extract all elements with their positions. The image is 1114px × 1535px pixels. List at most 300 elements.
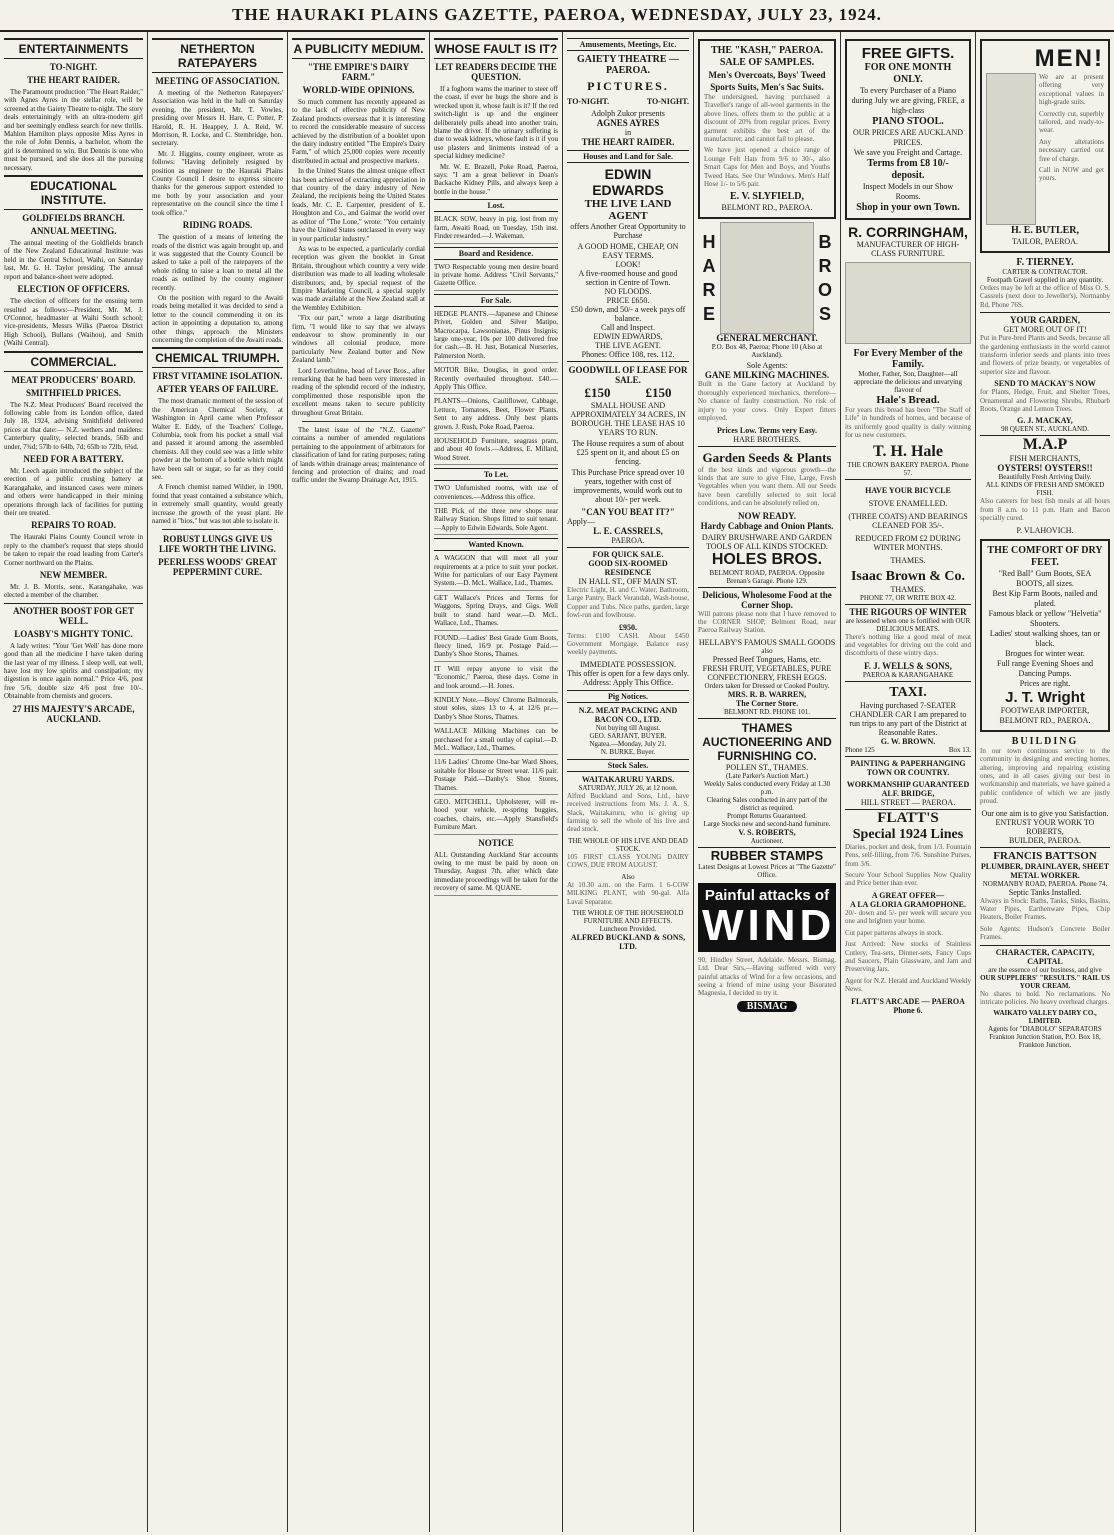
whole: THE WHOLE OF HIS LIVE AND DEAD STOCK. bbox=[568, 836, 688, 853]
article-text: If a foghorn warns the mariner to steer off the coast, if ever he hugs the shore and is wrecked upon it, whose fault is it? If the red switch-light is up and the engineer deliberately pulls ahead into another train, blame the driver. If the urinary suffering is due to weak kidneys, whose fault is it if you use plasters and liniments instead of a special kidney medicine? bbox=[434, 85, 558, 161]
subheading: MEAT PRODUCERS' BOARD. bbox=[11, 374, 136, 385]
purchase: This Purchase Price spread over 10 years, together with cost of improvements, would work out to about 10/- per week. bbox=[571, 468, 685, 504]
hales-text: For years this bread has been "The Staff of Life" in hundreds of homes, and because of its uniformly good quality is daily winning for us new customers. bbox=[845, 406, 971, 440]
mother: Mother, Father, Son, Daughter—all appreciate the delicious and unvarying flavour of bbox=[853, 370, 963, 394]
beautifully: Beautifully Fresh Arriving Daily. bbox=[998, 473, 1092, 482]
diabolo: Agents for "DIABOLO" SEPARATORS bbox=[988, 1025, 1102, 1034]
page-columns bbox=[0, 32, 1114, 1532]
subheading: NEED FOR A BATTERY. bbox=[23, 453, 124, 464]
cut-patterns: Cut paper patterns always in stock. bbox=[845, 928, 943, 937]
every-member: For Every Member of the Family. bbox=[853, 348, 963, 370]
address: 27 HIS MAJESTY'S ARCADE, AUCKLAND. bbox=[12, 703, 135, 724]
subheading: LOASBY'S MIGHTY TONIC. bbox=[14, 628, 133, 639]
section-board: Board and Residence. bbox=[434, 247, 558, 260]
results: OUR SUPPLIERS' "RESULTS." RAIL US YOUR CREAM. bbox=[980, 973, 1110, 990]
article-text: So much comment has recently appeared as to the lack of effective publicity of New Zealand products overseas that it is interesting to record the considerable measure of success achieved by the distribution of a booklet upon the dairy industry entitled "The Empire's Dairy Farm," of which 25,000 copies were recently distributed in actual and prospective markets. bbox=[292, 98, 425, 165]
agent-herald: Agent for N.Z. Herald and Auckland Weekly News. bbox=[845, 976, 971, 994]
gane: GANE MILKING MACHINES. bbox=[704, 370, 830, 381]
flatts: FLATT'S bbox=[877, 809, 939, 826]
article-text: The most dramatic moment of the session of the American Chemical Society, at Washington in April came when Professor Walter E. Eddy, of the Teachers' College, Columbia, took from his pocket a small vial and passed it around among the assembled chemists. All they could see was a little white powder at the bottom of a bottle which might have been salt or sugar, so far as they could see. bbox=[152, 397, 283, 482]
bismag-logo: BISMAG bbox=[737, 1001, 797, 1012]
wind-text: 90, Hindley Street, Adelaide. Messrs. Bismag, Ltd. Dear Sirs,—Having suffered with very painful attacks of Wind for a few occasions, and seeing a friend of mine using your Bisurated Magnesia, I decided to try it. bbox=[698, 955, 836, 998]
footpath: Footpath Gravel supplied in any quantity. bbox=[986, 276, 1104, 284]
article-text: The election of officers for the ensuing term resulted as follows:—President, Mr. M. J. O'Connor, headmaster at Waihi South school; vice-presidents, Messrs Wilks (Paeroa District High School), Bullans (Waihou), and Smith (Waihi Central). bbox=[4, 297, 143, 348]
cant-beat: "CAN YOU BEAT IT?" bbox=[581, 507, 675, 517]
whole2: THE WHOLE OF THE HOUSEHOLD FURNITURE AND EFFECTS. bbox=[572, 908, 684, 925]
tonight-right: TO-NIGHT. bbox=[646, 97, 689, 106]
entrust: ENTRUST YOUR WORK TO ROBERTS, bbox=[995, 817, 1095, 836]
hales-bread: Hale's Bread. bbox=[876, 394, 940, 406]
free-gifts-ad bbox=[845, 39, 971, 220]
call: Call in NOW and get yours. bbox=[1039, 166, 1104, 183]
five-roomed: A five-roomed house and good section in Centre of Town. bbox=[578, 269, 678, 287]
phone-6: Phone 6. bbox=[893, 1005, 923, 1015]
thames-auction: THAMES AUCTIONEERING AND FURNISHING CO. bbox=[702, 720, 832, 763]
inspect: Inspect Models in our Show Rooms. bbox=[862, 182, 954, 201]
mackay: G. J. MACKAY, bbox=[1017, 416, 1073, 426]
corner-store: The Corner Store. bbox=[735, 698, 799, 708]
prices-low: Prices Low. Terms very Easy. bbox=[717, 425, 817, 435]
small-house: SMALL HOUSE AND APPROXIMATELY 34 ACRES, IN BOROUGH. THE LEASE HAS 10 YEARS TO RUN. bbox=[570, 401, 686, 437]
terms-100: Terms: £100 CASH. About £450 Government Mortgage. Balance easy weekly payments. bbox=[567, 631, 689, 657]
vlahovich: P. VLAHOVICH. bbox=[1016, 525, 1074, 535]
article-text: "Fix our part," wrote a large distributing firm, "I would like to say that we always endeavour to show prominently in our windows all colonial produce, more particularly New Zealand butter and New Zealand lamb." bbox=[292, 314, 425, 365]
tailor: TAILOR, PAEROA. bbox=[1012, 237, 1078, 246]
house-req: The House requires a sum of about £25 spent on it, and about £5 on fencing. bbox=[572, 439, 684, 466]
price: PRICE £650. bbox=[606, 296, 650, 305]
masthead: THE HAURAKI PLAINS GAZETTE, PAEROA, WEDNESDAY, JULY 23, 1924. bbox=[0, 0, 1114, 32]
family-illustration bbox=[845, 262, 971, 344]
frankton: Frankton Junction Station, P.O. Box 18, Frankton Junction. bbox=[989, 1033, 1101, 1050]
slyfield: E. V. SLYFIELD, bbox=[729, 191, 805, 203]
belmont-phone: BELMONT RD. PHONE 101. bbox=[698, 708, 836, 719]
clearing: Clearing Sales conducted in any part of the district as required. bbox=[706, 795, 828, 812]
rigours-text-2: There's nothing like a good meal of meat and vegetables for driving out the cold and discomforts of these wintry days. bbox=[845, 632, 971, 658]
phones: Phones: Office 108, res. 112. bbox=[567, 350, 689, 362]
p950: £950. bbox=[619, 622, 637, 632]
no-floods: NO FLOODS. bbox=[604, 287, 652, 296]
classified-ad: TWO Unfurnished rooms, with use of conveniences.—Address this office. bbox=[434, 484, 558, 504]
septic: Septic Tanks Installed. bbox=[1008, 887, 1082, 897]
belmont: BELMONT RD., PAEROA. bbox=[721, 203, 813, 213]
rigours-text: are lessened when one is fortified with OUR DELICIOUS MEATS. bbox=[845, 616, 971, 633]
classified-ad: BLACK SOW, heavy in pig, lost from my farm, Awaiti Road, on Tuesday, 15th inst. Finder rewarded.—J. Wakeman. bbox=[434, 215, 558, 243]
phone-125: Phone 125 bbox=[845, 745, 875, 754]
men-title: MEN! bbox=[1034, 45, 1104, 72]
in: in bbox=[624, 128, 632, 137]
shop-town: Shop in your own Town. bbox=[856, 202, 960, 213]
garden-text: Put in Pure-bred Plants and Seeds, because all the gardening enthusiasts in the world cannot transform inferior seeds and plants into trees and flowers of prize beauty, or vegetables of superior size and flavour. bbox=[980, 334, 1110, 376]
hall-st: IN HALL ST., OFF MAIN ST. bbox=[578, 577, 678, 586]
caterers: Also caterers for best fish meals at all hours from 8 a.m. to 11 p.m. Ham and Bacon specially cured. bbox=[980, 497, 1110, 523]
your-garden: YOUR GARDEN, bbox=[980, 312, 1110, 325]
taxi-text: Having purchased 7-SEATER CHANDLER CAR I am prepared to run trips to any part of the District at Reasonable Rates. bbox=[849, 700, 967, 737]
queen-st: 98 QUEEN ST., AUCKLAND. bbox=[980, 425, 1110, 436]
subheading: TO-NIGHT. bbox=[49, 62, 98, 72]
immediate: IMMEDIATE POSSESSION. bbox=[579, 659, 676, 669]
send-text: for Plants, Hedge, Fruit, and Shelter Trees, Ornamental and Flowering Shrubs, Rhubarb Roots, Orange and Lemon Trees. bbox=[980, 388, 1110, 414]
correct: Correctly cut, superbly tailored, and ready-to-wear. bbox=[1039, 109, 1104, 135]
subheading: LET READERS DECIDE THE QUESTION. bbox=[435, 62, 557, 82]
comfort-ad bbox=[980, 539, 1110, 732]
builder: BUILDER, PAEROA. bbox=[980, 836, 1110, 848]
hardy: Hardy Cabbage and Onion Plants. bbox=[700, 520, 834, 531]
secure: Secure Your School Supplies Now Quality and Price better than ever. bbox=[845, 871, 971, 888]
section-for-sale: For Sale. bbox=[434, 294, 558, 307]
man-illustration bbox=[986, 73, 1036, 225]
parker: (Late Parker's Auction Mart.) bbox=[725, 771, 809, 780]
article-text: The Hauraki Plains County Council wrote in reply to the chamber's request that steps should be taken to repair the road leading from Carter's Corner northward on the Plains. bbox=[4, 533, 143, 567]
rabbits-illustration bbox=[720, 222, 814, 334]
section-wanted: Wanted Known. bbox=[434, 538, 558, 551]
subheading: SMITHFIELD PRICES. bbox=[25, 387, 122, 398]
buckland: ALFRED BUCKLAND & SONS, LTD. bbox=[570, 932, 686, 951]
section-stock: Stock Sales. bbox=[567, 759, 689, 772]
article-text: Mr. W. E. Brazell, Poke Road, Paeroa, says: "I am a great believer in Doan's Backache Kidney Pills, and always keep a bottle in the house." bbox=[434, 162, 558, 196]
manufacturer: MANUFACTURER OF HIGH-CLASS FURNITURE. bbox=[856, 240, 960, 258]
oysters: OYSTERS! OYSTERS!! bbox=[997, 463, 1093, 474]
kash-ad bbox=[698, 39, 836, 219]
classified-ad: HOUSEHOLD Furniture, seagrass pram, and about 40 fowls.—Address, E. Millard, Wood Street. bbox=[434, 437, 558, 465]
article-text: Mr. Leech again introduced the subject of the erection of a public crushing battery at Karangahake, and instanced cases were miners and others were handicapped in their mining operations through lack of facilities for putting their ore treated. bbox=[4, 466, 143, 517]
classified-ad: MOTOR Bike, Douglas, in good order. Recently overhauled throughout. £40.—Apply This Office. bbox=[434, 366, 558, 394]
classified-ad: GEO. MITCHELL, Upholsterer, will re-hood your vehicle, re-spring buggies, coaches, chairs, etc.—Apply Stansfield's Furniture Mart. bbox=[434, 798, 558, 835]
one-month: FOR ONE MONTH ONLY. bbox=[864, 62, 952, 85]
classified-ad: 11/6 Ladies' Chrome One-bar Ward Shoes, suitable for House or Street wear. 11/6 pair. Postage Paid.—Danby's Shoe Stores, Thames. bbox=[434, 758, 558, 795]
article-text: Mr. J. Higgins, county engineer, wrote as follows: "Having definitely resigned by position as engineer to the Hauraki Plains County Council I desire to express sincere thanks for the generous support extended to me both by your association and your representative on the council since the time I took office." bbox=[152, 149, 283, 217]
fj-addr: PAEROA & KARANGAHAKE bbox=[845, 671, 971, 682]
isaac-thames: THAMES. bbox=[890, 584, 926, 594]
zukor: Adolph Zukor presents bbox=[591, 109, 665, 118]
good-home: A GOOD HOME, CHEAP, ON EASY TERMS. bbox=[577, 242, 679, 260]
section-to-let: To Let. bbox=[434, 468, 558, 481]
delicious: Delicious, Wholesome Food at the Corner Shop. bbox=[702, 589, 832, 610]
send-mackay: SEND TO MACKAY'S NOW bbox=[994, 379, 1096, 389]
heart-raider: THE HEART RAIDER. bbox=[581, 137, 675, 147]
article-text: As was to be expected, a particularly cordial reception was given the booklet in Great Britain, throughout which country a very wide distribution was made to all leading wholesale distributors, and, by special request of the Empire Marketing Council, a special supply was made available at the New Zealand stall at the Wembley Exhibition. bbox=[292, 244, 425, 312]
roberts: V. S. ROBERTS, bbox=[738, 827, 796, 837]
comfort: THE COMFORT OF DRY FEET. bbox=[987, 544, 1103, 568]
right: Prices are right. bbox=[1019, 678, 1071, 688]
goodwill: GOODWILL OF LEASE FOR SALE. bbox=[568, 365, 688, 385]
bicycle: HAVE YOUR BICYCLE bbox=[865, 485, 951, 495]
wind-word: WIND bbox=[702, 900, 836, 950]
hare-bros-logo bbox=[698, 223, 836, 333]
dairy: DAIRY BRUSHWARE AND GARDEN TOOLS OF ALL KINDS STOCKED. bbox=[701, 532, 833, 551]
article-text: A French chemist named Wildier, in 1900, found that yeast contained a substance which, in extremely small quantity, would greatly increase the growth of the yeast plant. He named it "bios," but was not able to isolate it. bbox=[152, 483, 283, 526]
pressed: Pressed Beef Tongues, Hams, etc. bbox=[712, 654, 822, 664]
po-box: P.O. Box 48, Paeroa; Phone 10 (Also at Auckland). bbox=[711, 343, 823, 360]
carter: CARTER & CONTRACTOR. bbox=[1002, 268, 1088, 276]
offer: This offer is open for a few days only. bbox=[567, 668, 689, 678]
hellaby: HELLABY'S FAMOUS SMALL GOODS bbox=[698, 637, 836, 647]
battson: FRANCIS BATTSON bbox=[993, 849, 1097, 862]
gw-brown: G. W. BROWN. bbox=[880, 736, 936, 746]
general-merchant: GENERAL MERCHANT. bbox=[716, 333, 818, 344]
essence: are the essence of our business, and give bbox=[988, 965, 1102, 974]
terms: Terms from £8 10/- deposit. bbox=[867, 158, 949, 181]
full-range: Full range Evening Shoes and Dancing Pumps. bbox=[997, 658, 1093, 678]
article-text: The Paramount production "The Heart Raider," with Agnes Ayres in the stellar role, will be screened at the Gaiety Theatre to-night. The story deals entertainingly with an ultra-modern girl and her seemingly endless search for new thrills. Mahlon Hamilton plays opposite Miss Ayres in the role of John Dennis, a bachelor, whom the girl is determined to win. But Dennis is one who must be pursued, and she does all the pursuing necessary. bbox=[4, 88, 143, 172]
butler: H. E. BUTLER, bbox=[1010, 225, 1080, 236]
subheading: ELECTION OF OFFICERS. bbox=[17, 284, 130, 295]
article-text: In the United States the almost unique effect has been achieved of extracting appreciation in that country of the dairy industry of New Zealand, the recipients being the United States leads, Mr. C. E. Carpenter, president of E. Houghton and Co., and Gaimar the world over as editor of "The Lone," wrote: "You certainly have the United States outclassed in every way in your particular industry." bbox=[292, 167, 425, 243]
brogues: Brogues for winter wear. bbox=[1005, 648, 1085, 658]
great-offer: A GREAT OFFER— bbox=[871, 890, 945, 900]
column-4 bbox=[430, 32, 563, 1532]
also: also bbox=[761, 646, 773, 655]
gloria-text: 20/- down and 5/- per week will secure you one and brighten your home. bbox=[845, 908, 971, 926]
waikato: WAIKATO VALLEY DAIRY CO., LIMITED. bbox=[993, 1009, 1097, 1026]
alf-bridge: ALF. BRIDGE, bbox=[881, 788, 935, 798]
thames: THAMES. bbox=[890, 555, 926, 565]
subheading: MEETING OF ASSOCIATION. bbox=[155, 76, 280, 86]
cassrels: L. E. CASSRELS, bbox=[593, 526, 663, 536]
get-more: GET MORE OUT OF IT! bbox=[1003, 325, 1087, 335]
subheading: THE HEART RAIDER. bbox=[27, 75, 120, 85]
men-ad bbox=[980, 39, 1110, 253]
classified-ad: ALL Outstanding Auckland Star accounts owing to me must be paid by noon on Thursday, August 7th, after which date immediate proceedings will be taken for the recovery of same. M. QUANE. bbox=[434, 851, 558, 896]
live-agent: THE LIVE LAND AGENT bbox=[584, 198, 672, 222]
classified-ad: KINDLY Note.—Boys' Chrome Balmorals, stout soles, sizes 13 to 4, at 12/6 pr.—Danby's Shoe Stores, Thames. bbox=[434, 696, 558, 724]
price-right: £150 bbox=[645, 385, 672, 400]
holes-addr: BELMONT ROAD, PAEROA. Opposite Brenan's Garage. Phone 129. bbox=[698, 569, 836, 588]
address: Address: Apply This Office. bbox=[582, 677, 674, 687]
fish-merchants: FISH MERCHANTS, bbox=[1009, 454, 1081, 464]
latest: Latest Designs at Lowest Prices at "The Gazette" Office. bbox=[698, 862, 836, 879]
article-text: Mr. J. B. Morris, senr., Karangahake, was elected a member of the chamber. bbox=[4, 583, 143, 600]
save-freight: We save you Freight and Cartage. bbox=[853, 148, 963, 157]
stove: STOVE ENAMELLED. bbox=[868, 498, 948, 508]
column-3 bbox=[288, 32, 430, 1532]
classified-ad: GET Wallace's Prices and Terms for Waggons, Spring Drays, and Gigs. Well built to stand hard wear.—D. McL. Wallace, Ltd., Thames. bbox=[434, 594, 558, 631]
heading-entertainments: ENTERTAINMENTS bbox=[4, 38, 143, 59]
reduced: REDUCED FROM £2 DURING WINTER MONTHS. bbox=[855, 533, 961, 552]
holes-bros: HOLES BROS. bbox=[711, 550, 823, 568]
wright: J. T. Wright bbox=[1005, 688, 1085, 706]
heading-publicity: A PUBLICITY MEDIUM. bbox=[292, 38, 425, 59]
edwin-edwards: EDWIN EDWARDS bbox=[592, 166, 664, 198]
ladies: Ladies' stout walking shoes, tan or black. bbox=[989, 628, 1101, 648]
article-text: A meeting of the Netherton Ratepayers' Association was held in the hall on Saturday evening, the president, Mr. T. Vowles, presiding over Messrs H. Hare, C. Potter, P. Harold, R. H. Heappey, J. A. Reid, W. Morrison, R. Locke, and C. Stembridge, hon. secretary. bbox=[152, 89, 283, 148]
waitakaruru: WAITAKARURU YARDS. bbox=[581, 774, 675, 784]
subheading: FIRST VITAMINE ISOLATION. bbox=[152, 371, 283, 382]
ngatea: Ngatea.—Monday, July 21. bbox=[589, 739, 667, 748]
kash-text: The undersigned, having purchased a Traveller's range of all-wool garments in the above lines, offers them to the public at a discount of 20% from regular prices. Every garment exhibits the best art of the manufacturer, and cannot fail to please. bbox=[704, 93, 830, 144]
prompt: Prompt Returns Guaranteed. bbox=[727, 811, 807, 820]
crown-bakery: THE CROWN BAKERY PAEROA. Phone 57. bbox=[845, 461, 971, 480]
section-amusements: Amusements, Meetings, Etc. bbox=[567, 38, 689, 51]
subheading: GOLDFIELDS BRANCH. bbox=[22, 213, 125, 224]
tierney: F. TIERNEY. bbox=[1016, 257, 1074, 268]
call: Call and Inspect. bbox=[601, 323, 655, 332]
subheading: RIDING ROADS. bbox=[182, 220, 253, 231]
not-buying: Not buying till August. bbox=[595, 723, 661, 732]
plumber: PLUMBER, DRAINLAYER, SHEET METAL WORKER. bbox=[980, 861, 1110, 880]
building-text: In our town continuous service to the community in designing and erecting homes, altering, improving and repairing existing ones, and in all cases giving our best in workmanship and materials, we have gained a public confidence of which we are justly proud. bbox=[980, 746, 1110, 806]
quick-sale: FOR QUICK SALE. bbox=[592, 550, 664, 559]
six-roomed: GOOD SIX-ROOMED RESIDENCE bbox=[588, 559, 668, 577]
always-stock: Always in Stock: Baths, Tanks, Sinks, Basins, Water Pipes, Earthenware Pipes, Chip Heaters, Boiler Frames. bbox=[980, 896, 1110, 922]
delicious-text: Will patrons please note that I have removed to the CORNER SHOP, Belmont Road, near Paeroa Railway Station. bbox=[698, 609, 836, 635]
rubber-stamps: RUBBER STAMPS bbox=[710, 847, 824, 863]
free-gifts: FREE GIFTS. bbox=[861, 45, 955, 62]
sole-agents: Sole Agents: Hudson's Concrete Boiler Frames. bbox=[980, 924, 1110, 942]
subheading: REPAIRS TO ROAD. bbox=[31, 520, 116, 531]
also: Also bbox=[621, 872, 635, 881]
phone-77: PHONE 77, OR WRITE BOX 42. bbox=[845, 594, 971, 605]
character: CHARACTER, CAPACITY, CAPITAL bbox=[980, 945, 1110, 966]
men-text: We are at present offering very exceptional values in high-grade suits. bbox=[1039, 73, 1104, 107]
section-houses: Houses and Land for Sale. bbox=[567, 150, 689, 163]
wind-ad bbox=[698, 883, 836, 952]
gane-text: Built in the Gane factory at Auckland by thoroughly experienced mechanics, therefore—No chance of faulty construction. No risk of injury to your cows. Only Expert fitters employed. bbox=[698, 380, 836, 423]
orders: Orders taken for Dressed or Cooked Poultry. bbox=[704, 681, 830, 690]
saturday: SATURDAY, JULY 26, at 12 noon. bbox=[578, 783, 678, 792]
map: M.A.P bbox=[1022, 436, 1068, 454]
column-7 bbox=[841, 32, 976, 1532]
heading-netherton: NETHERTON RATEPAYERS bbox=[152, 38, 283, 73]
auctioneer: Auctioneer. bbox=[698, 837, 836, 848]
fj-wells: F. J. WELLS & SONS, bbox=[864, 660, 952, 671]
special-lines: Special 1924 Lines bbox=[852, 826, 964, 842]
subheading: ANOTHER BOOST FOR GET WELL. bbox=[4, 603, 143, 626]
just-arrived: Just Arrived: New stocks of Stainless Cutlery, Tea-sets, Dinner-sets, Fancy Cups and Saucers, Plain Glassware, and Jam and Preserving Jars. bbox=[845, 940, 971, 974]
alter: Any alterations necessary carried out free of charge. bbox=[1039, 137, 1104, 163]
sale-samples: SALE OF SAMPLES. bbox=[719, 57, 815, 68]
men-overcoats: Men's Overcoats, Boys' Tweed Sports Suits, Men's Sac Suits. bbox=[708, 70, 826, 92]
notice-heading: NOTICE bbox=[478, 837, 514, 848]
heading-educational: EDUCATIONAL INSTITUTE. bbox=[4, 175, 143, 210]
column-5 bbox=[563, 32, 694, 1532]
corringham: R. CORRINGHAM, bbox=[848, 224, 968, 240]
sarjant: GEO. SARJANT, BUYER. bbox=[589, 731, 667, 740]
paeroa: PAEROA. bbox=[567, 536, 689, 548]
kash-title: THE "KASH," PAEROA. bbox=[710, 45, 824, 56]
apply: Apply— bbox=[567, 517, 595, 526]
gaiety-title: GAIETY THEATRE — PAEROA. bbox=[576, 54, 680, 76]
tonight-left: TO-NIGHT. bbox=[567, 97, 610, 106]
building: BUILDING bbox=[1011, 735, 1079, 747]
verse: PEERLESS WOODS' GREAT PEPPERMINT CURE. bbox=[158, 557, 277, 578]
footwear: FOOTWEAR IMPORTER, BELMONT RD., PAEROA. bbox=[999, 705, 1091, 725]
bros-letters: BROS bbox=[818, 232, 833, 325]
workmanship: WORKMANSHIP GUARANTEED bbox=[846, 779, 970, 789]
article-text: The annual meeting of the Goldfields branch of the New Zealand Educational Institute was held in the Central School, Waihi, on Saturday last, Mr. G. H. Taylor presiding. The annual report and balance-sheet were adopted. bbox=[4, 239, 143, 281]
hare-letters: HARE bbox=[702, 232, 716, 325]
subheading: ANNUAL MEETING. bbox=[30, 226, 117, 237]
isaac-brown: Isaac Brown & Co. bbox=[850, 568, 966, 584]
weekly: Weekly Sales conducted every Friday at 1.30 p.m. bbox=[703, 779, 831, 796]
column-1 bbox=[0, 32, 148, 1532]
offers: offers Another Great Opportunity to Purchase bbox=[570, 222, 686, 240]
ee2: EDWIN EDWARDS, bbox=[593, 332, 663, 341]
three-coats: (THREE COATS) AND BEARINGS CLEANED FOR 35/-. bbox=[848, 511, 968, 530]
rigours: THE RIGOURS OF WINTER bbox=[849, 606, 967, 617]
subheading: WORLD-WIDE OPINIONS. bbox=[302, 85, 415, 95]
section-lost: Lost. bbox=[434, 199, 558, 212]
classified-ad: IT Will repay anyone to visit the "Economic," Paeroa, these days. Come in and look around.—H. Jones. bbox=[434, 665, 558, 693]
section-pig: Pig Notices. bbox=[567, 690, 689, 703]
column-6 bbox=[694, 32, 841, 1532]
article-text: On the position with regard to the Awaiti roads being metalled it was decided to send a letter to the council commending it on its action in appointing a deputation to, among other things, approach the Ministers concerning the completion of the Awaiti roads. bbox=[152, 293, 283, 344]
classified-ad: A WAGGON that will meet all your requirements at a price to suit your pocket. Write for particulars of our Easy Payment System.—D. McL. Wallace, Ltd., Thames. bbox=[434, 554, 558, 591]
pollen: POLLEN ST., THAMES. bbox=[725, 762, 809, 772]
cows: 105 FIRST CLASS YOUNG DAIRY COWS, DUE FROM AUGUST. bbox=[567, 852, 689, 870]
garden-seeds: Garden Seeds & Plants bbox=[702, 449, 832, 465]
garden-text: of the best kinds and vigorous growth—the kinds that are sure to give Fine, Large, Fresh Vegetables when you want them. All our Seeds have been carefully selected to suit local conditions, and can be absolutely relied on. bbox=[698, 465, 836, 508]
divider bbox=[302, 421, 415, 422]
article-text: The latest issue of the "N.Z. Gazette" contains a number of amended regulations pertaining to the appointment of arbitrators for classification of land for rating purposes; rating of lands within drainage areas; maintenance of fencing and protection of drains; and road traffic under the Swamp Drainage Act, 1915. bbox=[292, 426, 425, 485]
red-ball: "Red Ball" Gum Boots, SEA BOOTS, all sizes. bbox=[998, 568, 1092, 588]
pictures: PICTURES. bbox=[587, 79, 669, 93]
agnes: AGNES AYRES bbox=[596, 118, 660, 128]
article-text: A lady writes: "Your 'Get Well' has done more good than all the medicine I have taken during the last year of my illness. I sleep well, eat well, have lost my low spirits and constipation; my digestion is once again normal." Price 4/6, post free 5/6, double size 4/6 post free 10/-. Obtainable from chemists and grocers. bbox=[4, 641, 143, 701]
painful: Painful attacks of bbox=[704, 886, 830, 904]
aim: Our one aim is to give you Satisfaction. bbox=[981, 808, 1109, 818]
column-2 bbox=[148, 32, 288, 1532]
terms: £50 down, and 50/- a week pays off balance. bbox=[570, 305, 686, 323]
gloria: A LA GLORIA GRAMOPHONE. bbox=[849, 899, 966, 909]
heading-chemical: CHEMICAL TRIUMPH. bbox=[152, 347, 283, 368]
hill-street: HILL STREET — PAEROA. bbox=[845, 798, 971, 810]
classified-ad: WALLACE Milking Machines can be purchased for a small outlay of capital.—D. McL. Wallace, Ltd., Thames. bbox=[434, 727, 558, 755]
verse: ROBUST LUNGS GIVE US LIFE WORTH THE LIVING. bbox=[159, 534, 276, 555]
article-text: The N.Z. Meat Producers' Board received the following cable from its London office, dated July 18, 1924, advising Smithfield delivered prices at that date:— N.Z. wethers and maidens: Canterbury quality, selected brands, 56lb and under, 7¾d; 57lb to 64lb, 7d; 65lb to 72lb, 6¾d. bbox=[4, 400, 143, 451]
classified-ad: THE Pick of the three new shops near Railway Station. Shops fitted to suit tenant.—Apply to Edwin Edwards, Sole Agent. bbox=[434, 507, 558, 535]
large-stocks: Large Stocks new and second-hand furniture. bbox=[703, 819, 831, 828]
painting: PAINTING & PAPERHANGING TOWN OR COUNTRY. bbox=[850, 758, 966, 777]
agent: THE LIVE AGENT. bbox=[595, 341, 661, 350]
heading-commercial: COMMERCIAL. bbox=[4, 351, 143, 372]
orders: Orders may be left at the office of Miss O. S. Cassrels (next door to Jeweller's), Normanby Rd, Phone 76S. bbox=[980, 284, 1110, 309]
all-kinds: ALL KINDS OF FRESH AND SMOKED FISH. bbox=[985, 481, 1105, 498]
divider bbox=[162, 529, 273, 530]
milking: At 10.30 a.m. on the Farm. 1 6-COW MILKING PLANT, with 90-gal. Alfa Laval Separator. bbox=[567, 880, 689, 906]
hare-brothers: HARE BROTHERS. bbox=[698, 435, 836, 447]
fresh: FRESH FRUIT, VEGETABLES, PURE CONFECTIONERY, FRESH EGGS. bbox=[702, 663, 832, 682]
sole-agents: Sole Agents: bbox=[746, 361, 788, 371]
nz-meat: N.Z. MEAT PACKING AND BACON CO., LTD. bbox=[578, 705, 678, 724]
article-text: Lord Leverhulme, head of Lever Bros., after remarking that he had been very interested in reading of the splendid record of the industry, complimented those responsible upon the excellent means taken to secure publicity throughout Great Britain. bbox=[292, 366, 425, 417]
classified-ad: FOUND.—Ladies' Best Grade Gum Boots, fleecy lined, 16/9 pr. Postage Paid.—Danby's Shoe Stores, Thames. bbox=[434, 634, 558, 662]
burke: N. BURKE, Buyer. bbox=[600, 747, 656, 756]
elec: Electric Light, H. and C. Water, Bathroom, Large Pantry, Back Verandah, Wash-house, Copper and Tubs. Nice paths, garden, large fowl-run and fowlhouse. bbox=[567, 586, 689, 620]
best-kip: Best Kip Farm Boots, nailed and plated. bbox=[992, 588, 1098, 608]
alfred: Alfred Buckland and Sons, Ltd., have received instructions from Ms. J. A. S. Slack, Waitakaruru, who is giving up farming to sell the whole of his live and dead stock. bbox=[567, 791, 689, 834]
lunch: Luncheon Provided. bbox=[599, 924, 657, 933]
classified-ad: HEDGE PLANTS.—Japanese and Chinese Privet, Golden and Silver Matipo, Macrocarpa, Lawsonianas, Pinus Insignis; large one-year, 10s per 100 delivered free for cash.—B. H. Just, Botanical Nurseries, Palmerston North. bbox=[434, 310, 558, 363]
article-text: The question of a means of lettering the roads of the district was again brought up, and it was suggested that the County Council be asked to take a poll of the ratepayers of the whole riding to raise a loan to metal all the roads as outlined by the county engineer recently. bbox=[152, 233, 283, 292]
subheading: AFTER YEARS OF FAILURE. bbox=[156, 384, 279, 395]
piano-stool: PIANO STOOL. bbox=[872, 116, 944, 127]
warren: MRS. R. B. WARREN, bbox=[727, 689, 807, 699]
taxi: TAXI. bbox=[889, 684, 927, 700]
classified-ad: TWO Respectable young men desire board in private home. Address "Civil Servants," Gazette Office. bbox=[434, 263, 558, 291]
th-hale: T. H. Hale bbox=[873, 442, 943, 460]
subheading: NEW MEMBER. bbox=[39, 570, 108, 581]
free-text: To every Purchaser of a Piano during July we are giving, FREE, a high-class bbox=[851, 86, 965, 115]
normanby: NORMANBY ROAD, PAEROA. Phone 74. bbox=[982, 879, 1108, 888]
famous: Famous black or yellow "Helvetia" Shooters. bbox=[988, 608, 1102, 628]
heading-whose-fault: WHOSE FAULT IS IT? bbox=[434, 38, 558, 59]
column-8 bbox=[976, 32, 1114, 1532]
subheading: "THE EMPIRE'S DAIRY FARM." bbox=[307, 62, 410, 82]
kash-text-2: We have just opened a choice range of Lounge Felt Hats from 9/6 to 30/-, also Smart Caps for Men and Boys, and Youths Tweed Hats. See Our Windows. Men's Half Hose 1/- to 5/6 pair. bbox=[704, 146, 830, 189]
flatts-arcade: FLATT'S ARCADE — PAEROA bbox=[851, 996, 965, 1006]
price-left: £150 bbox=[584, 385, 611, 400]
classified-ad: PLANTS—Onions, Cauliflower, Cabbage, Lettuce, Tomatoes, Beet, Flower Plants. Sent to any address. Only best plants grown. J. Rush, Poke Road, Paeroa. bbox=[434, 397, 558, 434]
